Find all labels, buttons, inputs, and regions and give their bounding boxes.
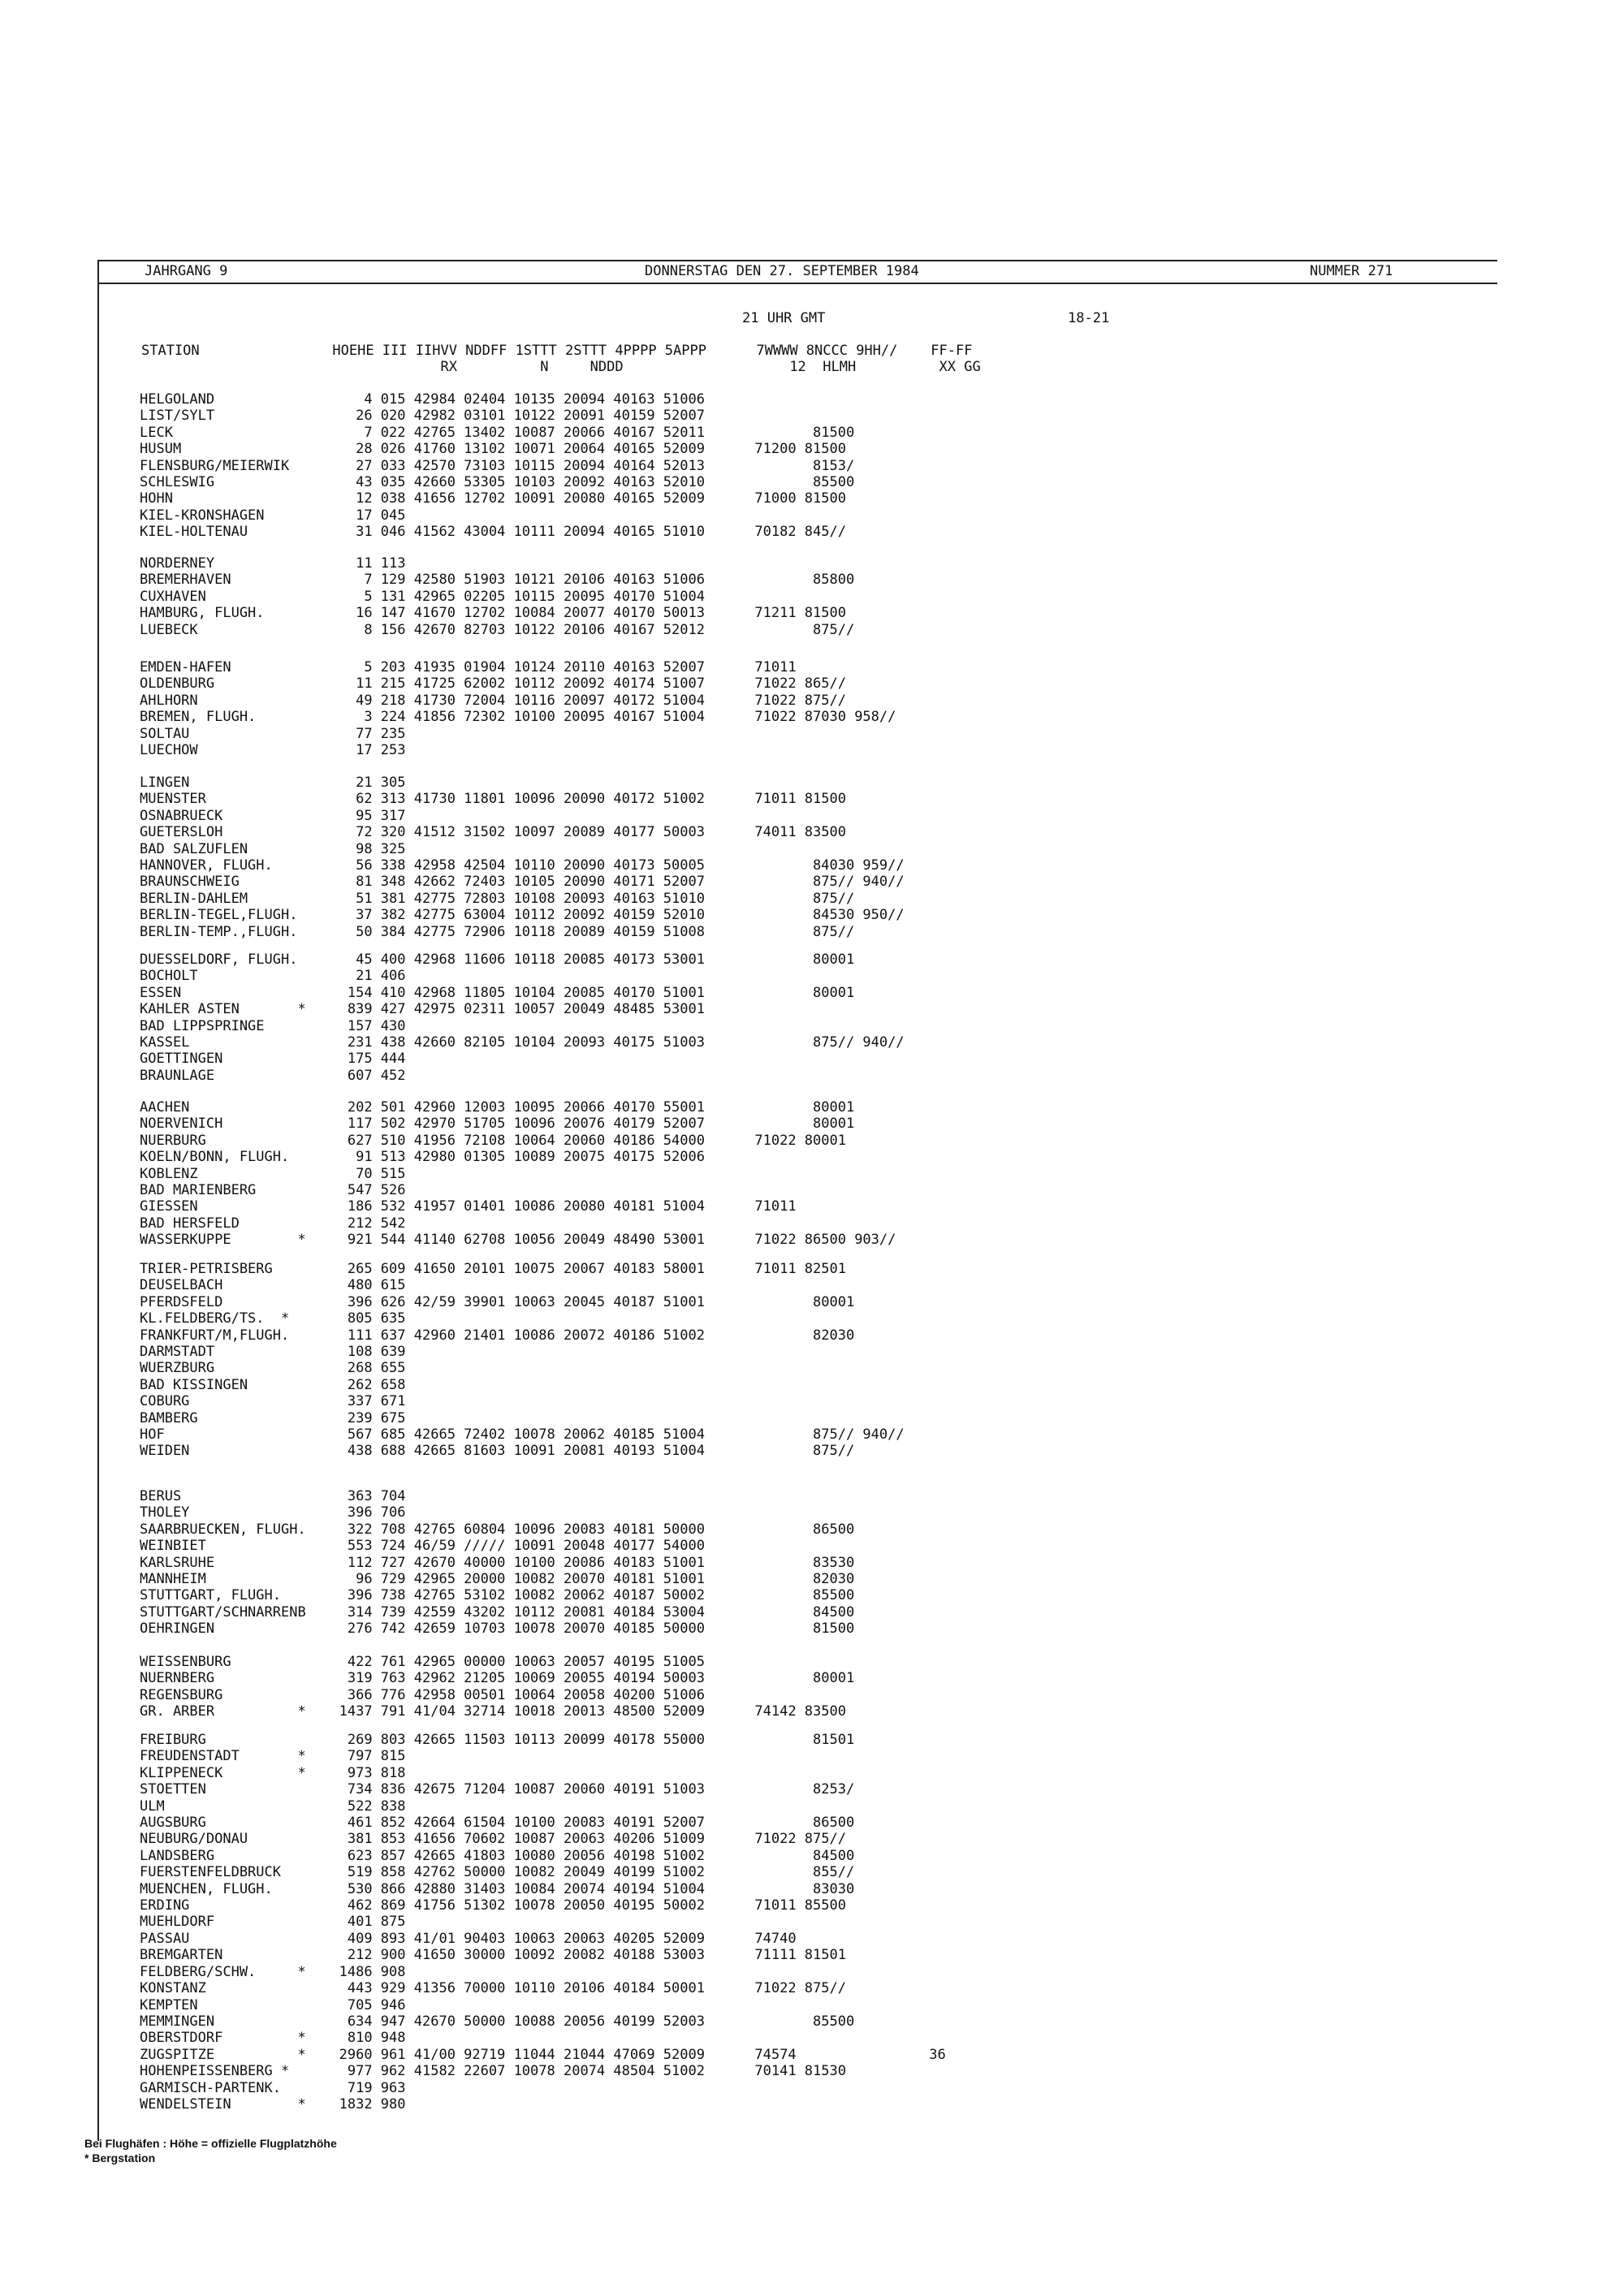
footnote-mountain-station: * Bergstation — [84, 2151, 156, 2164]
station-group: DUESSELDORF, FLUGH. 45 400 42968 11606 10118 20085 40173 53001 80001 BOCHOLT 21 406 ESSEN 154 410 42968 11805 10104 20085 40170 51001 80001 KAHLER ASTEN * 839 427 42975 02311 10057 20049 48485 53001 BAD LIPPSPRINGE 157 430 KASSEL 231 438 42660 82105 10104 20093 40175 51003 875// 940// GOETTINGEN 175 444 BRAUNLAGE 607 452 — [140, 952, 905, 1084]
header-rule — [99, 283, 1497, 284]
station-group: HELGOLAND 4 015 42984 02404 10135 20094 40163 51006 LIST/SYLT 26 020 42982 03101 10122 20091 40159 52007 LECK 7 022 42765 13402 10087 20066 40167 52011 81500 HUSUM 28 026 41760 13102 10071 20064 40165 52009 71200 81500 FLENSBURG/MEIERWIK 27 033 42570 73103 10115 20094 40164 52013 8153/ SCHLESWIG 43 035 42660 53305 10103 20092 40163 52010 85500 HOHN 12 038 41656 12702 10091 20080 40165 52009 71000 81500 KIEL-KRONSHAGEN 17 045 KIEL-HOLTENAU 31 046 41562 43004 10111 20094 40165 51010 70182 845// — [140, 391, 855, 541]
station-group: AACHEN 202 501 42960 12003 10095 20066 40170 55001 80001 NOERVENICH 117 502 42970 51705 10096 20076 40179 52007 80001 NUERBURG 627 510 41956 72108 10064 20060 40186 54000 71022 80001 KOELN/BONN, FLUGH. 91 513 42980 01305 10089 20075 40175 52006 KOBLENZ 70 515 BAD MARIENBERG 547 526 GIESSEN 186 532 41957 01401 10086 20080 40181 51004 71011 BAD HERSFELD 212 542 WASSERKUPPE * 921 544 41140 62708 10056 20049 48490 53001 71022 86500 903// — [140, 1099, 896, 1249]
column-header-row2: RX N NDDD 12 HLMH XX GG — [141, 359, 981, 375]
station-group: NORDERNEY 11 113 BREMERHAVEN 7 129 42580 51903 10121 20106 40163 51006 85800 CUXHAVEN 5 131 42965 02205 10115 20095 40170 51004 HAMBURG, FLUGH. 16 147 41670 12702 10084 20077 40170 50013 71211 81500 LUEBECK 8 156 42670 82703 10122 20106 40167 52012 875// — [140, 555, 855, 638]
nummer-label: NUMMER 271 — [1310, 263, 1393, 279]
station-group: EMDEN-HAFEN 5 203 41935 01904 10124 20110 40163 52007 71011 OLDENBURG 11 215 41725 62002 10112 20092 40174 51007 71022 865// AHLHORN 49 218 41730 72004 10116 20097 40172 51004 71022 875// BREMEN, FLUGH. 3 224 41856 72302 10100 20095 40167 51004 71022 87030 958// SOLTAU 77 235 LUECHOW 17 253 — [140, 659, 896, 759]
time-label: 21 UHR GMT — [742, 310, 826, 326]
station-group: WEISSENBURG 422 761 42965 00000 10063 20057 40195 51005 NUERNBERG 319 763 42962 21205 10069 20055 40194 50003 80001 REGENSBURG 366 776 42958 00501 10064 20058 40200 51006 GR. ARBER * 1437 791 41/04 32714 10018 20013 48500 52009 74142 83500 — [140, 1654, 855, 1720]
station-group: TRIER-PETRISBERG 265 609 41650 20101 10075 20067 40183 58001 71011 82501 DEUSELBACH 480 615 PFERDSFELD 396 626 42/59 39901 10063 20045 40187 51001 80001 KL.FELDBERG/TS. * 805 635 FRANKFURT/M,FLUGH. 111 637 42960 21401 10086 20072 40186 51002 82030 DARMSTADT 108 639 WUERZBURG 268 655 BAD KISSINGEN 262 658 COBURG 337 671 BAMBERG 239 675 HOF 567 685 42665 72402 10078 20062 40185 51004 875// 940// WEIDEN 438 688 42665 81603 10091 20081 40193 51004 875// — [140, 1261, 905, 1460]
time-range-label: 18-21 — [1068, 310, 1110, 326]
date-label: DONNERSTAG DEN 27. SEPTEMBER 1984 — [645, 263, 919, 279]
station-group: BERUS 363 704 THOLEY 396 706 SAARBRUECKEN, FLUGH. 322 708 42765 60804 10096 20083 40181 50000 86500 WEINBIET 553 724 46/59 ///// 10091 20048 40177 54000 KARLSRUHE 112 727 42670 40000 10100 20086 40183 51001 83530 MANNHEIM 96 729 42965 20000 10082 20070 40181 51001 82030 STUTTGART, FLUGH. 396 738 42765 53102 10082 20062 40187 50002 85500 STUTTGART/SCHNARRENB 314 739 42559 43202 10112 20081 40184 53004 84500 OEHRINGEN 276 742 42659 10703 10078 20070 40185 50000 81500 — [140, 1488, 855, 1638]
jahrgang-label: JAHRGANG 9 — [145, 263, 228, 279]
footnote-airports: Bei Flughäfen : Höhe = offizielle Flugplatzhöhe — [84, 2137, 337, 2150]
station-group: FREIBURG 269 803 42665 11503 10113 20099 40178 55000 81501 FREUDENSTADT * 797 815 KLIPPENECK * 973 818 STOETTEN 734 836 42675 71204 10087 20060 40191 51003 8253/ ULM 522 838 AUGSBURG 461 852 42664 61504 10100 20083 40191 52007 86500 NEUBURG/DONAU 381 853 41656 70602 10087 20063 40206 51009 71022 875// LANDSBERG 623 857 42665 41803 10080 20056 40198 51002 84500 FUERSTENFELDBRUCK 519 858 42762 50000 10082 20049 40199 51002 855// MUENCHEN, FLUGH. 530 866 42880 31403 10084 20074 40194 51004 83030 ERDING 462 869 41756 51302 10078 20050 40195 50002 71011 85500 MUEHLDORF 401 875 PASSAU 409 893 41/01 90403 10063 20063 40205 52009 74740 BREMGARTEN 212 900 41650 30000 10092 20082 40188 53003 71111 81501 FELDBERG/SCHW. * 1486 908 KONSTANZ 443 929 41356 70000 10110 20106 40184 50001 71022 875// KEMPTEN 705 946 MEMMINGEN 634 947 42670 50000 10088 20056 40199 52003 85500 OBERSTDORF * 810 948 ZUGSPITZE * 2960 961 41/00 92719 11044 21044 47069 52009 74574 36 HOHENPEISSENBERG * 977 962 41582 22607 10078 20074 48504 51002 70141 81530 GARMISCH-PARTENK. 719 963 WENDELSTEIN * 1832 980 — [140, 1732, 946, 2113]
column-header-row1: STATION HOEHE III IIHVV NDDFF 1STTT 2STTT 4PPPP 5APPP 7WWWW 8NCCC 9HH// FF-FF — [141, 343, 973, 359]
sheet-header — [99, 261, 1497, 283]
station-group: LINGEN 21 305 MUENSTER 62 313 41730 11801 10096 20090 40172 51002 71011 81500 OSNABRUECK 95 317 GUETERSLOH 72 320 41512 31502 10097 20089 40177 50003 74011 83500 BAD SALZUFLEN 98 325 HANNOVER, FLUGH. 56 338 42958 42504 10110 20090 40173 50005 84030 959// BRAUNSCHWEIG 81 348 42662 72403 10105 20090 40171 52007 875// 940// BERLIN-DAHLEM 51 381 42775 72803 10108 20093 40163 51010 875// BERLIN-TEGEL,FLUGH. 37 382 42775 63004 10112 20092 40159 52010 84530 950// BERLIN-TEMP.,FLUGH. 50 384 42775 72906 10118 20089 40159 51008 875// — [140, 775, 905, 940]
